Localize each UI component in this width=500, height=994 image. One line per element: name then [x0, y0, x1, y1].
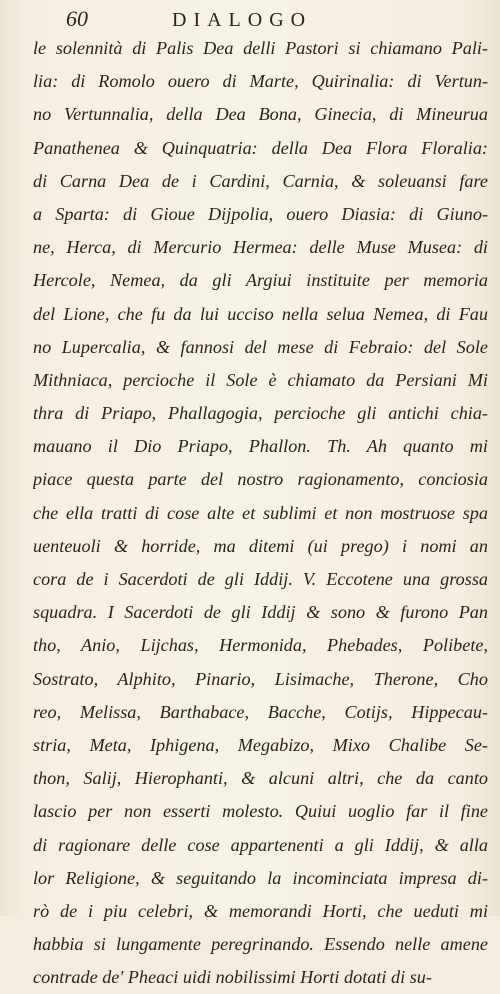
text-line: lascio per non esserti molesto. Quiui uoglio far il fine — [33, 801, 488, 822]
text-line: Hercole, Nemea, da gli Argiui instituite per memoria — [33, 270, 488, 291]
text-line: lia: di Romolo ouero di Marte, Quirinalia: di Vertun- — [33, 71, 488, 92]
text-line: squadra. I Sacerdoti de gli Iddij & sono & furono Pan — [33, 602, 488, 623]
text-line: thon, Salij, Hierophanti, & alcuni altri, che da canto — [33, 768, 488, 789]
text-line: no Lupercalia, & fannosi del mese di Febraio: del Sole — [33, 336, 488, 357]
text-line: le solennità di Palis Dea delli Pastori si chiamano Pali- — [33, 38, 488, 58]
text-line: mauano il Dio Priapo, Phallon. Th. Ah quanto mi — [33, 436, 488, 457]
text-line: thra di Priapo, Phallagogia, percioche gli antichi chia- — [33, 403, 488, 424]
text-line: Panathenea & Quinquatria: della Dea Flora Floralia: — [33, 137, 488, 158]
page-number: 60 — [66, 6, 88, 31]
text-line: lor Religione, & seguitando la incominciata impresa di- — [33, 867, 488, 888]
text-line: che ella tratti di cose alte et sublimi et non mostruose spa — [33, 502, 488, 523]
text-line: contrade de' Pheaci uidi nobilissimi Horti dotati di su- — [33, 967, 432, 988]
text-line: di Carna Dea de i Cardini, Carnia, & soleuansi fare — [33, 170, 488, 191]
text-line: a Sparta: di Gioue Dijpolia, ouero Diasia: di Giuno- — [33, 203, 488, 224]
text-line: di ragionare delle cose appartenenti a gli Iddij, & alla — [33, 834, 488, 855]
text-line: Sostrato, Alphito, Pinario, Lisimache, Therone, Cho — [33, 668, 488, 689]
text-line: cora de i Sacerdoti de gli Iddij. V. Eccotene una grossa — [33, 569, 488, 589]
text-line: Mithniaca, percioche il Sole è chiamato da Persiani Mi — [33, 369, 488, 390]
text-line: rò de i piu celebri, & memorandi Horti, che ueduti mi — [33, 900, 488, 921]
text-line: reo, Melissa, Barthabace, Bacche, Cotijs, Hippecau- — [33, 701, 488, 722]
text-line: piace questa parte del nostro ragionamento, conciosia — [33, 469, 488, 490]
text-line: ne, Herca, di Mercurio Hermea: delle Muse Musea: di — [33, 237, 488, 258]
text-line: stria, Meta, Iphigena, Megabizo, Mixo Chalibe Se- — [33, 734, 488, 755]
text-line: tho, Anio, Lijchas, Hermonida, Phebades, Polibete, — [33, 635, 488, 656]
body-text — [33, 32, 488, 994]
text-line: habbia si lungamente peregrinando. Essendo nelle amene — [33, 934, 488, 955]
running-title: DIALOGO — [172, 9, 313, 31]
page-header — [40, 6, 470, 34]
text-line: no Vertunnalia, della Dea Bona, Ginecia, di Mineurua — [33, 104, 488, 125]
text-line: uenteuoli & horride, ma ditemi (ui prego) i nomi an — [33, 535, 488, 556]
text-line: del Lione, che fu da lui ucciso nella selua Nemea, di Fau — [33, 303, 488, 324]
